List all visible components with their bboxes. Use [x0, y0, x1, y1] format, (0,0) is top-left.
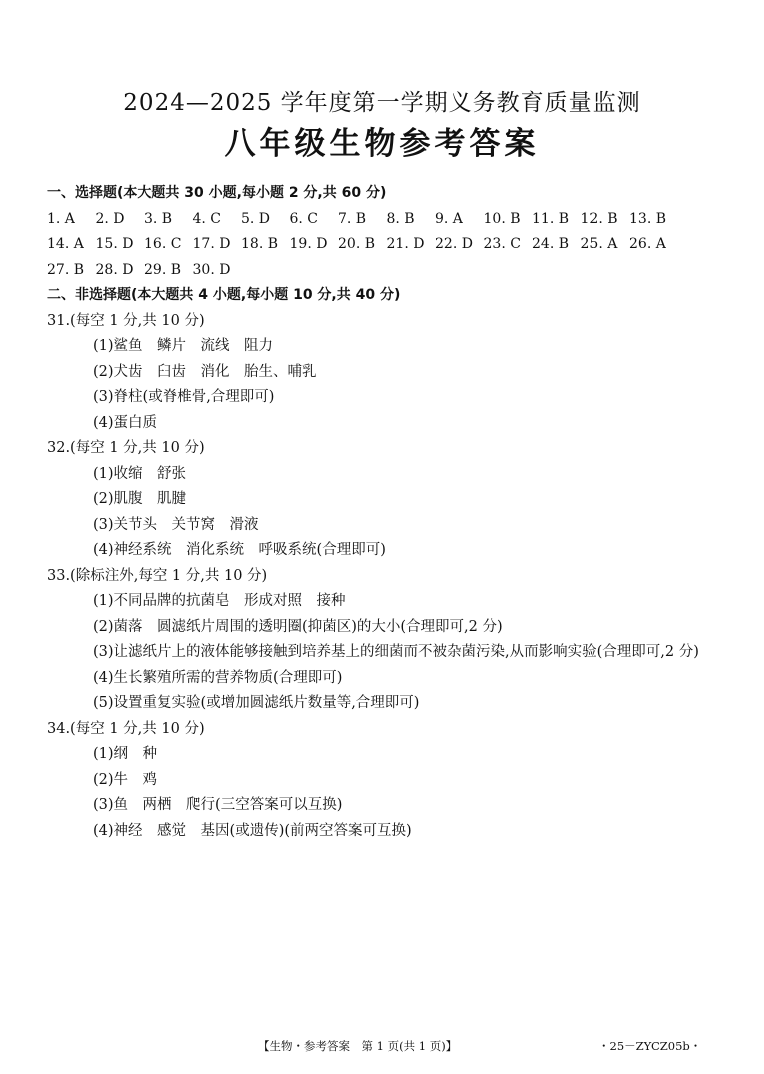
answer-line: (2)菌落 圆滤纸片周围的透明圈(抑菌区)的大小(合理即可,2 分): [93, 618, 503, 635]
choice-answer: 21. D: [386, 236, 425, 252]
choice-answer: 8. B: [386, 210, 415, 227]
choice-answer: 1. A: [47, 210, 75, 227]
choice-answer: 11. B: [532, 210, 570, 227]
answer-line: (3)关节头 关节窝 滑液: [93, 516, 259, 533]
choice-answer: 18. B: [241, 236, 279, 252]
footer-code: ・25－ZYCZ05b・: [598, 1039, 702, 1053]
multiple-choice-answers: [47, 207, 719, 284]
answer-line: (2)牛 鸡: [93, 771, 158, 788]
choice-answer: 2. D: [95, 210, 125, 227]
choice-answer: 9. A: [435, 210, 463, 227]
choice-answer: 13. B: [629, 210, 667, 227]
answer-line: (4)蛋白质: [93, 414, 158, 431]
answer-line: (1)收缩 舒张: [93, 465, 187, 482]
choice-answer: 7. B: [338, 210, 367, 227]
answers-body: [47, 181, 719, 844]
question-31-title: 31.(每空 1 分,共 10 分): [47, 312, 205, 329]
choice-answer: 14. A: [47, 236, 84, 252]
choice-answer: 19. D: [289, 236, 328, 252]
choice-answer: 24. B: [532, 236, 570, 252]
choice-answer: 30. D: [192, 261, 231, 278]
choice-answer: 26. A: [629, 236, 666, 252]
choice-answer: 6. C: [289, 210, 319, 227]
choice-answer: 15. D: [95, 236, 134, 252]
choice-answer: 25. A: [580, 236, 618, 252]
choice-answer: 12. B: [580, 210, 618, 227]
choice-answer: 28. D: [95, 261, 134, 278]
choice-answer: 23. C: [483, 236, 521, 252]
answer-line: (3)鱼 两栖 爬行(三空答案可以互换): [93, 797, 343, 813]
question-32-title: 32.(每空 1 分,共 10 分): [47, 440, 205, 456]
choice-answer: 17. D: [192, 236, 231, 252]
choice-answer: 4. C: [192, 210, 222, 227]
answer-line: (3)让滤纸片上的液体能够接触到培养基上的细菌而不被杂菌污染,从而影响实验(合理即可,2 分): [93, 644, 699, 660]
choice-answer: 27. B: [47, 261, 85, 278]
answer-line: (4)神经系统 消化系统 呼吸系统(合理即可): [93, 542, 386, 558]
footer-page-info: 【生物・参考答案 第 1 页(共 1 页)】: [258, 1039, 458, 1053]
answer-line: (4)神经 感觉 基因(或遗传)(前两空答案可互换): [93, 822, 412, 839]
choice-answer: 16. C: [144, 236, 182, 252]
choice-answer: 5. D: [241, 210, 271, 227]
choice-answer: 22. D: [435, 236, 473, 252]
answer-line: (5)设置重复实验(或增加圆滤纸片数量等,合理即可): [93, 695, 420, 711]
answer-line: (2)肌腹 肌腱: [93, 491, 187, 507]
question-33-title: 33.(除标注外,每空 1 分,共 10 分): [47, 567, 268, 584]
question-34-title: 34.(每空 1 分,共 10 分): [47, 720, 205, 737]
choice-answer: 10. B: [483, 210, 521, 227]
section-1-heading: 一、选择题(本大题共 30 小题,每小题 2 分,共 60 分): [47, 185, 387, 201]
answer-line: (4)生长繁殖所需的营养物质(合理即可): [93, 669, 343, 686]
answer-line: (1)鲨鱼 鳞片 流线 阻力: [93, 338, 274, 354]
choice-answer: 20. B: [338, 236, 376, 252]
choice-answer: 29. B: [144, 261, 182, 278]
section-2-heading: 二、非选择题(本大题共 4 小题,每小题 10 分,共 40 分): [47, 287, 401, 303]
answer-line: (1)不同品牌的抗菌皂 形成对照 接种: [93, 593, 346, 609]
choice-answer: 3. B: [144, 210, 173, 227]
answer-line: (3)脊柱(或脊椎骨,合理即可): [93, 389, 275, 405]
answer-line: (2)犬齿 臼齿 消化 胎生、哺乳: [93, 363, 317, 380]
document-title: 八年级生物参考答案: [224, 126, 540, 162]
exam-title: 2024—2025 学年度第一学期义务教育质量监测: [123, 90, 641, 116]
answer-line: (1)纲 种: [93, 746, 158, 762]
